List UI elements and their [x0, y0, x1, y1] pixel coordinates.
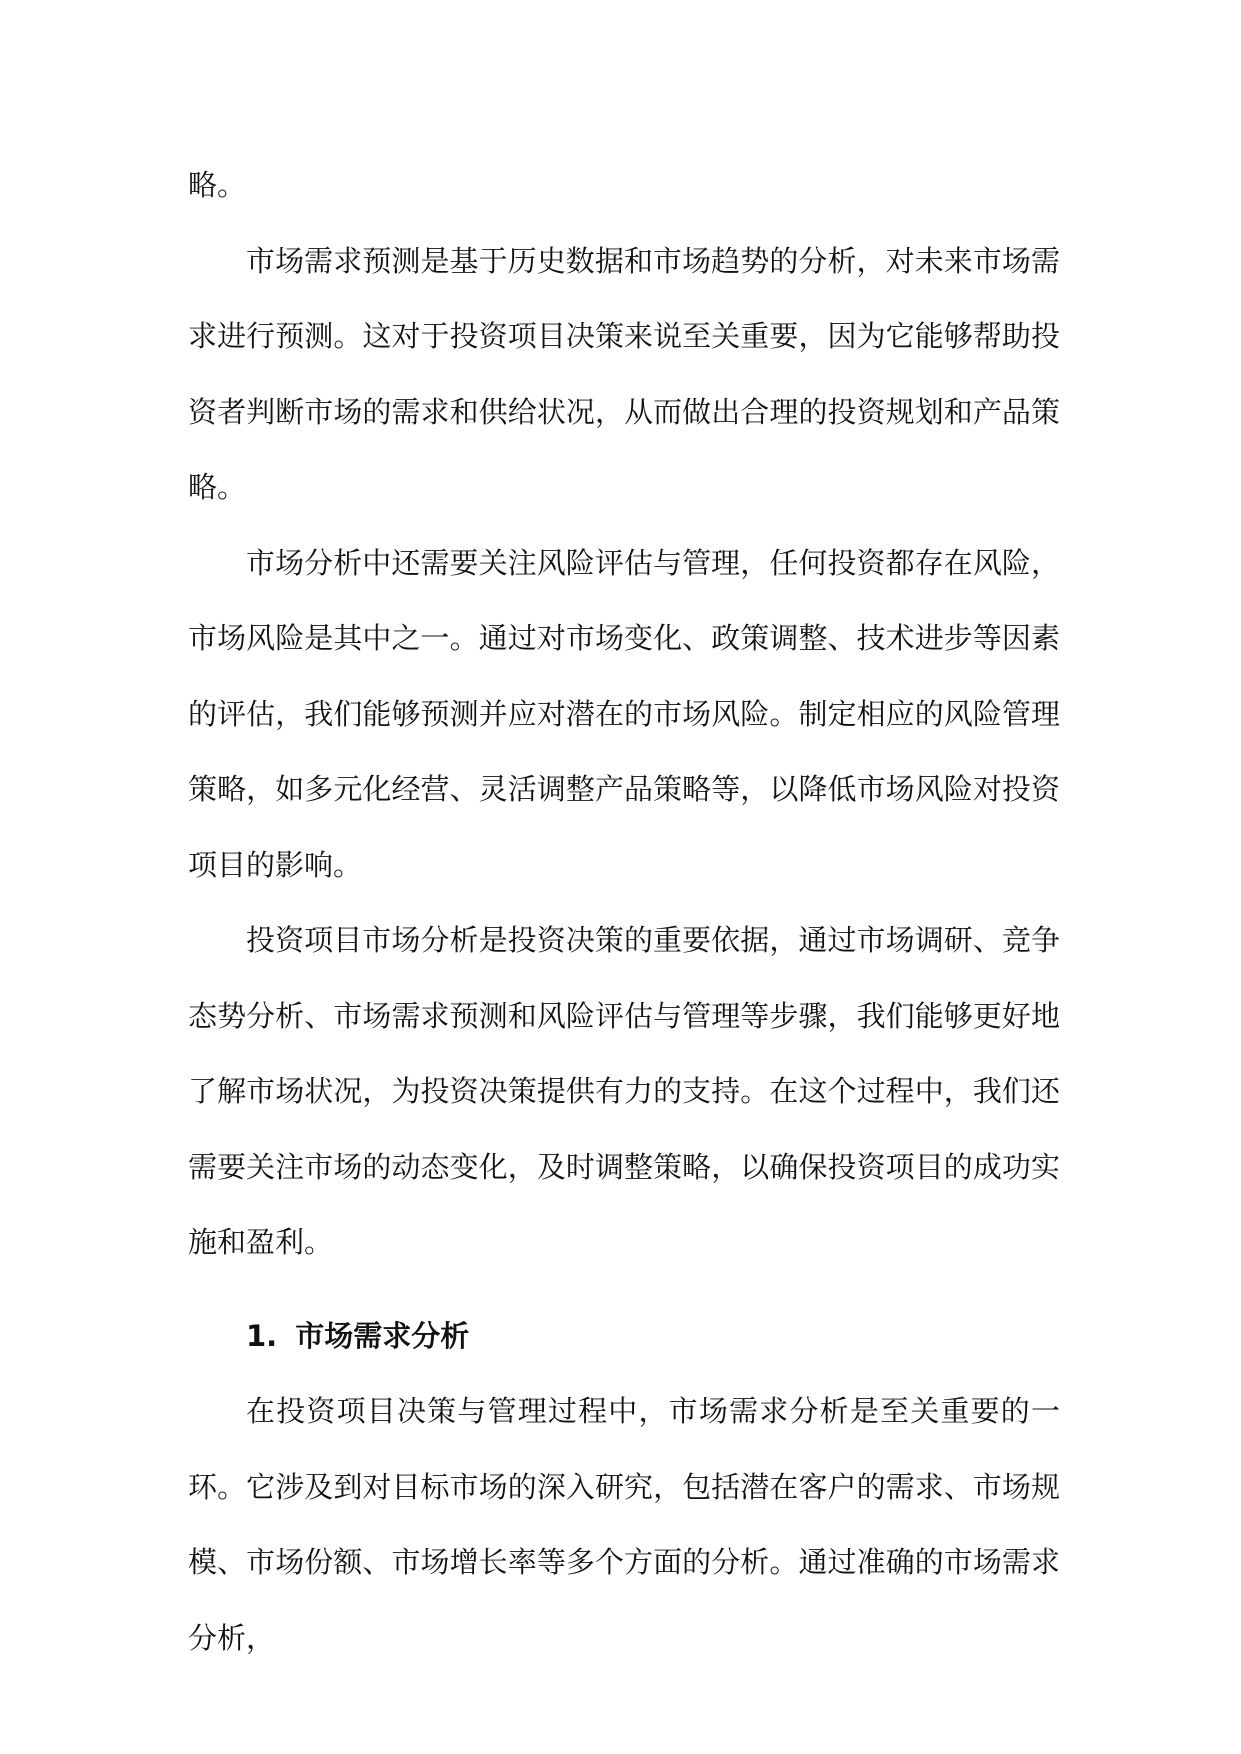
- paragraph: 略。: [188, 168, 247, 202]
- section-heading: [188, 1299, 1060, 1375]
- section-title: 市场需求分析: [295, 1318, 470, 1353]
- paragraph: 市场分析中还需要关注风险评估与管理，任何投资都存在风险，市场风险是其中之一。通过对市场变化、政策调整、技术进步等因素的评估，我们能够预测并应对潜在的市场风险。制定相应的风险管理策略，如多元化经营、灵活调整产品策略等，以降低市场风险对投资项目的影响。: [188, 545, 1060, 882]
- paragraph: 投资项目市场分析是投资决策的重要依据，通过市场调研、竞争态势分析、市场需求预测和风险评估与管理等步骤，我们能够更好地了解市场状况，为投资决策提供有力的支持。在这个过程中，我们还需要关注市场的动态变化，及时调整策略，以确保投资项目的成功实施和盈利。: [188, 923, 1060, 1259]
- paragraph: 市场需求预测是基于历史数据和市场趋势的分析，对未来市场需求进行预测。这对于投资项目决策来说至关重要，因为它能够帮助投资者判断市场的需求和供给状况，从而做出合理的投资规划和产品策略。: [188, 243, 1060, 504]
- section-number: 1.: [246, 1318, 278, 1353]
- page-content: [188, 148, 1060, 1676]
- paragraph: 在投资项目决策与管理过程中，市场需求分析是至关重要的一环。它涉及到对目标市场的深入研究，包括潜在客户的需求、市场规模、市场份额、市场增长率等多个方面的分析。通过准确的市场需求分析，: [188, 1394, 1060, 1655]
